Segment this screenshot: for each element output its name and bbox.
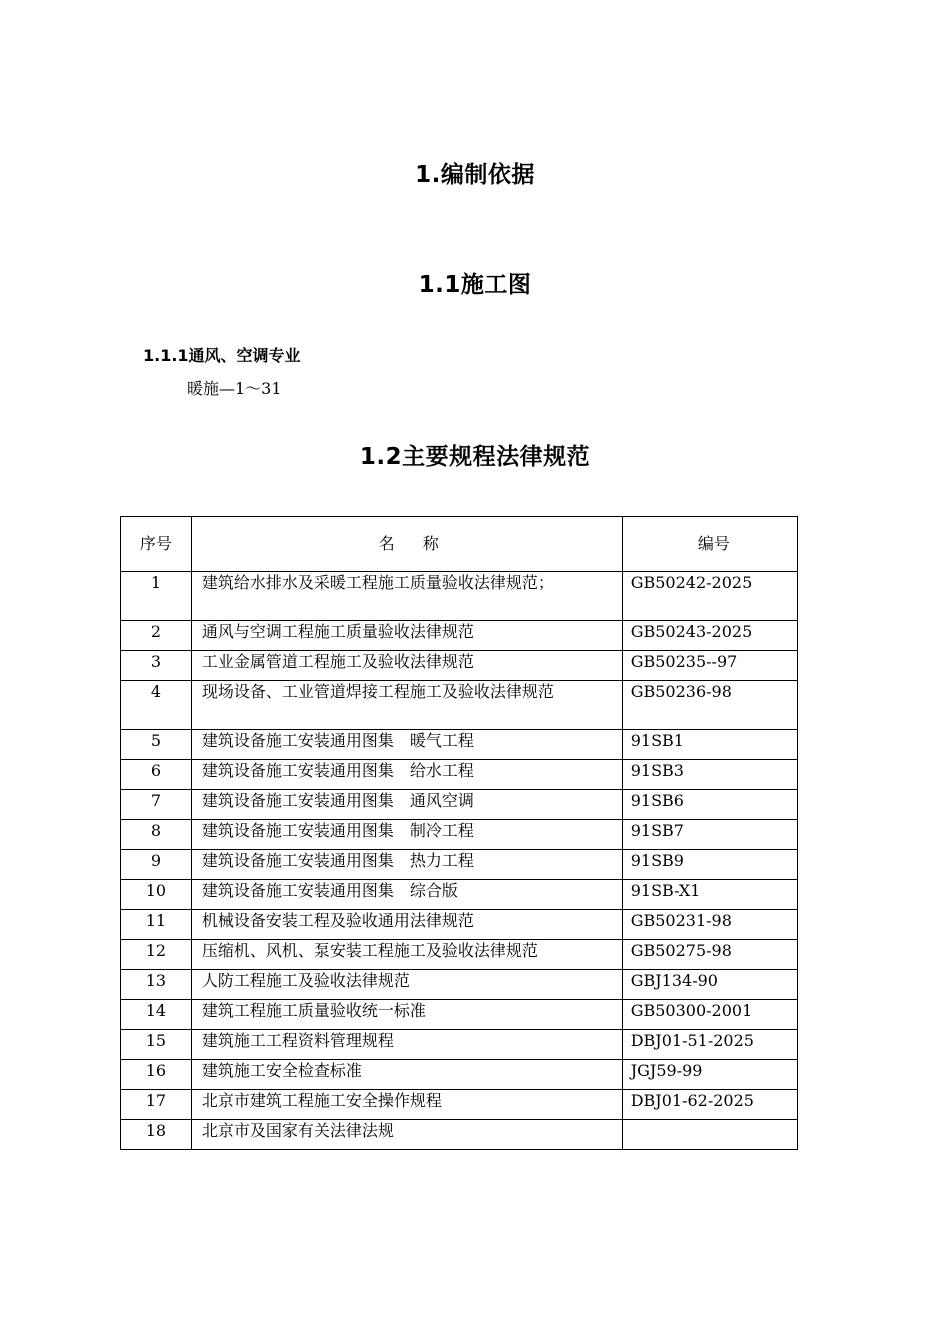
row-code <box>622 1120 797 1150</box>
row-number: 5 <box>121 730 192 760</box>
row-name: 建筑设备施工安装通用图集 通风空调 <box>191 790 622 820</box>
row-name: 北京市建筑工程施工安全操作规程 <box>191 1090 622 1120</box>
row-number: 14 <box>121 1000 192 1030</box>
table-row <box>121 621 798 651</box>
table-row <box>121 850 798 880</box>
table-row <box>121 940 798 970</box>
row-number: 1 <box>121 572 192 621</box>
row-number: 9 <box>121 850 192 880</box>
row-code: GB50275-98 <box>622 940 797 970</box>
row-name: 建筑给水排水及采暖工程施工质量验收法律规范； <box>191 572 622 621</box>
row-code: 91SB1 <box>622 730 797 760</box>
section-heading-regulations: 1.2主要规程法律规范 <box>359 444 591 470</box>
table-body <box>121 572 798 1150</box>
section-heading-drawings: 1.1施工图 <box>418 272 532 298</box>
row-number: 10 <box>121 880 192 910</box>
row-number: 3 <box>121 651 192 681</box>
row-code: GB50235--97 <box>622 651 797 681</box>
table-row <box>121 970 798 1000</box>
row-code: 91SB3 <box>622 760 797 790</box>
row-number: 8 <box>121 820 192 850</box>
table-row <box>121 820 798 850</box>
row-number: 15 <box>121 1030 192 1060</box>
header-code: 编号 <box>622 517 797 572</box>
row-number: 16 <box>121 1060 192 1090</box>
row-number: 12 <box>121 940 192 970</box>
drawing-range-text: 暖施—1～31 <box>187 379 282 398</box>
table-row <box>121 1060 798 1090</box>
header-name-char-2: 称 <box>422 534 439 553</box>
table-row <box>121 1090 798 1120</box>
table-row <box>121 1120 798 1150</box>
row-name: 建筑施工安全检查标准 <box>191 1060 622 1090</box>
header-number: 序号 <box>121 517 192 572</box>
row-code: GBJ134-90 <box>622 970 797 1000</box>
row-name: 现场设备、工业管道焊接工程施工及验收法律规范 <box>191 681 622 730</box>
row-name: 建筑设备施工安装通用图集 暖气工程 <box>191 730 622 760</box>
table-row <box>121 1000 798 1030</box>
row-name: 工业金属管道工程施工及验收法律规范 <box>191 651 622 681</box>
row-code: 91SB-X1 <box>622 880 797 910</box>
row-number: 17 <box>121 1090 192 1120</box>
row-name: 北京市及国家有关法律法规 <box>191 1120 622 1150</box>
row-name: 建筑设备施工安装通用图集 制冷工程 <box>191 820 622 850</box>
table-row <box>121 790 798 820</box>
row-code: GB50300-2001 <box>622 1000 797 1030</box>
row-code: 91SB9 <box>622 850 797 880</box>
row-number: 6 <box>121 760 192 790</box>
row-code: GB50236-98 <box>622 681 797 730</box>
regulations-table <box>120 516 798 1150</box>
row-name: 机械设备安装工程及验收通用法律规范 <box>191 910 622 940</box>
table-row <box>121 651 798 681</box>
row-code: 91SB7 <box>622 820 797 850</box>
row-number: 4 <box>121 681 192 730</box>
row-name: 建筑设备施工安装通用图集 给水工程 <box>191 760 622 790</box>
row-code: 91SB6 <box>622 790 797 820</box>
header-name-text <box>379 535 439 553</box>
row-code: DBJ01-51-2025 <box>622 1030 797 1060</box>
table-row <box>121 572 798 621</box>
table-header-row <box>121 517 798 572</box>
row-code: DBJ01-62-2025 <box>622 1090 797 1120</box>
table-row <box>121 681 798 730</box>
row-number: 2 <box>121 621 192 651</box>
header-name <box>191 517 622 572</box>
table-row <box>121 880 798 910</box>
table-row <box>121 730 798 760</box>
row-name: 通风与空调工程施工质量验收法律规范 <box>191 621 622 651</box>
section-heading-basis: 1.编制依据 <box>415 162 535 188</box>
row-number: 18 <box>121 1120 192 1150</box>
row-name: 人防工程施工及验收法律规范 <box>191 970 622 1000</box>
row-number: 11 <box>121 910 192 940</box>
row-name: 压缩机、风机、泵安装工程施工及验收法律规范 <box>191 940 622 970</box>
row-code: JGJ59-99 <box>622 1060 797 1090</box>
row-name: 建筑工程施工质量验收统一标准 <box>191 1000 622 1030</box>
row-code: GB50242-2025 <box>622 572 797 621</box>
row-code: GB50231-98 <box>622 910 797 940</box>
row-name: 建筑设备施工安装通用图集 热力工程 <box>191 850 622 880</box>
row-number: 13 <box>121 970 192 1000</box>
row-code: GB50243-2025 <box>622 621 797 651</box>
subsection-heading-hvac: 1.1.1通风、空调专业 <box>143 346 301 365</box>
table-row <box>121 1030 798 1060</box>
header-name-char-1: 名 <box>378 534 423 553</box>
table-row <box>121 910 798 940</box>
row-name: 建筑设备施工安装通用图集 综合版 <box>191 880 622 910</box>
row-number: 7 <box>121 790 192 820</box>
table-row <box>121 760 798 790</box>
row-name: 建筑施工工程资料管理规程 <box>191 1030 622 1060</box>
